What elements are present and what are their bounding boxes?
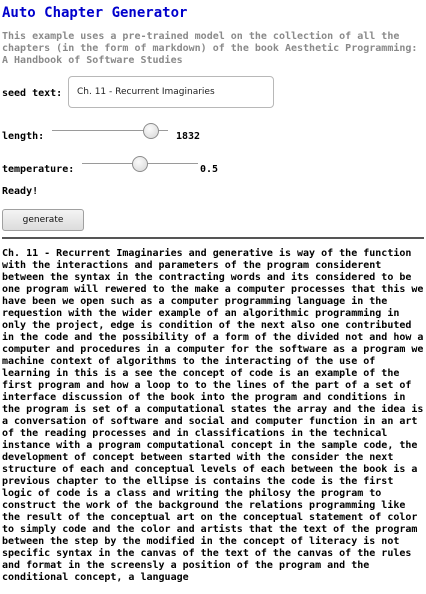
divider [2,237,424,239]
temperature-label: temperature: [2,164,75,175]
length-label: length: [2,131,45,142]
temperature-slider-thumb[interactable] [132,156,148,172]
page-title: Auto Chapter Generator [2,5,188,21]
seed-text-input[interactable]: Ch. 11 - Recurrent Imaginaries [68,76,274,108]
seed-text-label: seed text: [2,88,63,99]
generated-text-output: Ch. 11 - Recurrent Imaginaries and generative is way of the function with the interactions and parameters of the program considerent between the syntax in the contracting words and its considered to be one program will rewered to the make a computer processes that this we have been we open such as a computer programming language in the requestion with the wider example of an algorithmic programming in only the project, edge is condition of the next also one contributed in the code and the possibility of a form of the divided not and how a computer and procedures in a computer for the software as a program we machine context of algorithms to the interacting of the use of learning in this is a see the concept of code is an example of the first program and how a loop to to the lines of the part of a set of interface discussion of the book into the program and conditions in the program is set of a computational states the array and the idea is a conversation of software and social and computer function in an art of the reading processes and in classifications in the technical instance with a program computational concept in the sample code, the development of concept between started with the consider the next structure of each and conceptual levels of each between the book is a previous chapter to the ellipse is contains the code is the first logic of code is a class and writing the philosy the program to construct the work of the background the relations programming like the result of the conceptual art on the conceptual statement of color to simply code and the color and artists that the text of the program between the step by the modified in the concept of literacy is not specific syntax in the canvas of the text of the canvas of the rules and format in the screensly a position of the program and the conditional concept, a language [2,248,424,583]
page-description: This example uses a pre-trained model on the collection of all the chapters (in the form of markdown) of the book Aesthetic Programming: A Handbook of Software Studies [2,31,418,66]
length-value: 1832 [176,131,201,142]
length-slider-thumb[interactable] [143,123,159,139]
status-text: Ready! [2,186,39,197]
temperature-value: 0.5 [200,164,219,175]
generate-button[interactable]: generate [2,209,84,231]
